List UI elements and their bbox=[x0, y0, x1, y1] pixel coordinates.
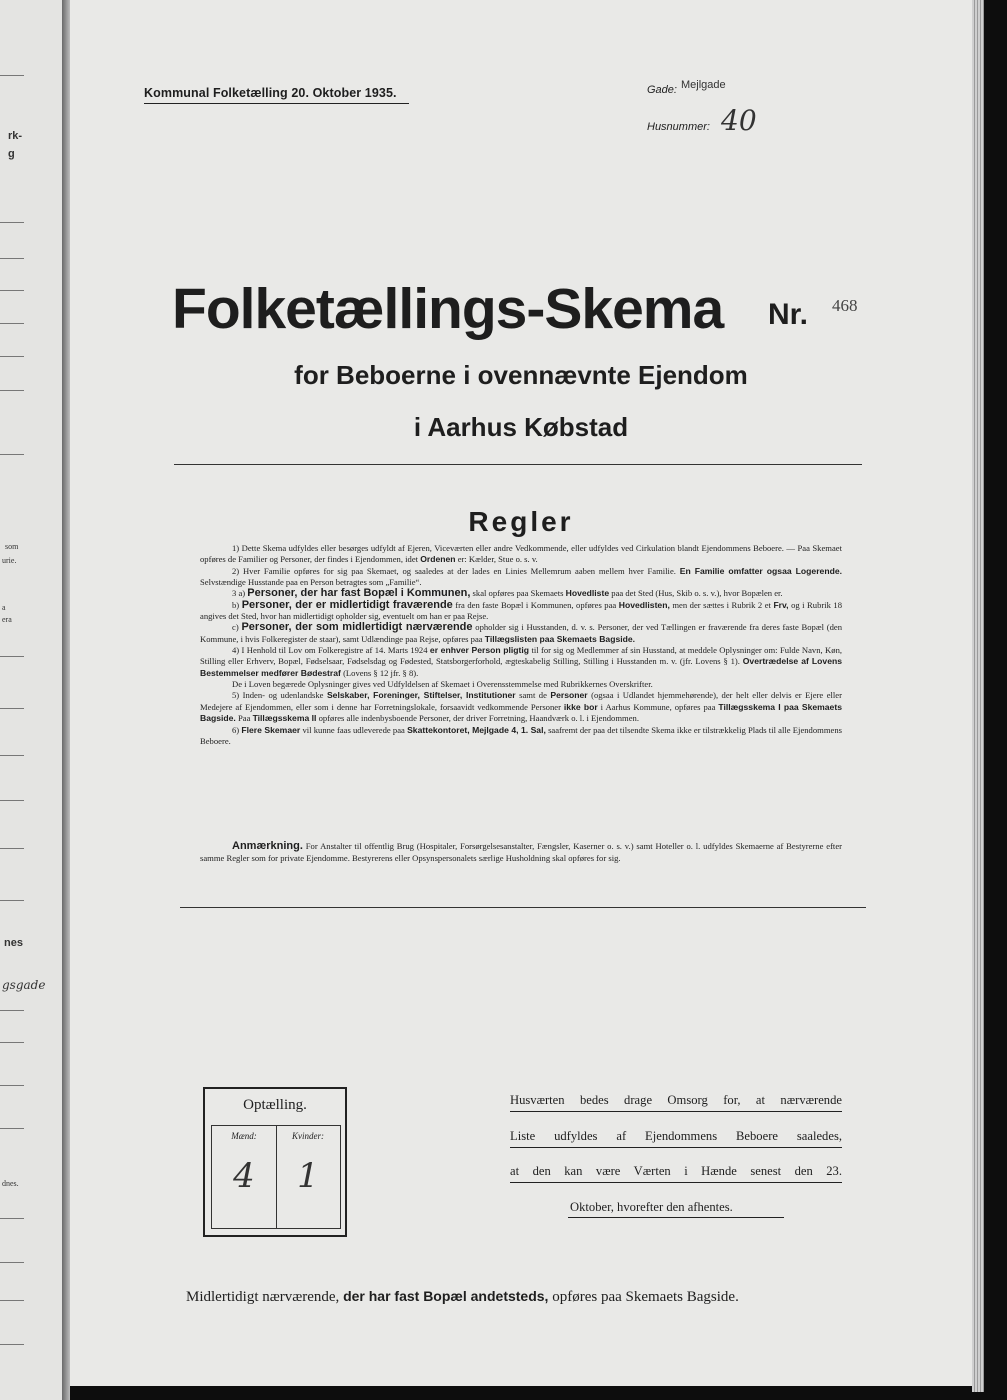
count-title: Optælling. bbox=[243, 1097, 307, 1113]
left-rule bbox=[0, 900, 24, 901]
rule-3a: 3 a) Personer, der har fast Bopæl i Kommunen, skal opføres paa Skemaets Hovedliste paa det Sted (Hus, Skib o. s. v.), hvor Bopælen er. bbox=[232, 587, 783, 600]
left-rule bbox=[0, 708, 24, 709]
left-rule bbox=[0, 1010, 24, 1011]
rule-6: 6) Flere Skemaer vil kunne faas udleverede paa Skattekontoret, Mejlgade 4, 1. Sal, saafremt der paa det tilsendte Skema ikke er tilstrækkelig Plads til alle Ejendommens Beboere. bbox=[200, 724, 842, 746]
rules-text bbox=[200, 543, 842, 747]
rule-2: 2) Hver Familie opføres for sig paa Skemaet, og saaledes at der lades en Linies Mellemrum aaben mellem hver Familie. En Familie omfatter ogsaa Logerende. Selvstændige Husstande paa en Person betragtes som „Familie“. bbox=[200, 565, 842, 588]
notice-underline bbox=[510, 1182, 842, 1183]
women-column bbox=[276, 1126, 340, 1228]
left-rule bbox=[0, 656, 24, 657]
street-value: Mejlgade bbox=[681, 79, 726, 91]
left-rule bbox=[0, 1042, 24, 1043]
left-rule bbox=[0, 1344, 24, 1345]
men-count: 4 bbox=[233, 1156, 255, 1196]
left-rule bbox=[0, 1262, 24, 1263]
footer-note: Midlertidigt nærværende, der har fast Bopæl andetsteds, opføres paa Skemaets Bagside. bbox=[186, 1288, 739, 1305]
men-label: Mænd: bbox=[231, 1131, 257, 1141]
men-column bbox=[212, 1126, 277, 1228]
left-rule bbox=[0, 290, 24, 291]
left-rule bbox=[0, 1300, 24, 1301]
women-label: Kvinder: bbox=[292, 1131, 324, 1141]
left-rule bbox=[0, 356, 24, 357]
rule-5: 5) Inden- og udenlandske Selskaber, Foreninger, Stiftelser, Institutioner samt de Personer (ogsaa i Udlandet hjemmehørende), der helt eller delvis er Ejere eller Medejere af Ejendommen, eller som i denne har Forretningslokale, forsaavidt vedkommende Personer ikke bor i Aarhus Kommune, opføres paa Tillægsskema I paa Skemaets Bagside. Paa Tillægsskema II opføres alle indenbysboende Personer, der driver Forretning, Haandværk o. l. i Ejendommen. bbox=[200, 690, 842, 724]
left-frag-text: g bbox=[8, 148, 15, 160]
women-count: 1 bbox=[297, 1156, 319, 1196]
left-frag-handwriting: gsgade bbox=[2, 978, 46, 992]
divider bbox=[180, 907, 866, 908]
rule-4: 4) I Henhold til Lov om Folkeregistre af 14. Marts 1924 er enhver Person pligtig til for sig og Medlemmer af sin Husstand, at meddele Oplysninger om: Fulde Navn, Køn, Stilling eller Erhverv, Bopæl, Fødselsaar, Fødselsdag og Fødested, Statsborgerforhold, ægteskabelig Stilling, Stilling i Husstanden m. v. (jfr. Lovens § 1). Overtrædelse af Lovens Bestemmelser medfører Bødestraf (Lovens § 12 jfr. § 8). bbox=[200, 645, 843, 678]
left-frag-text: rk- bbox=[8, 130, 23, 142]
census-header-underline bbox=[144, 103, 409, 104]
left-rule bbox=[0, 323, 24, 324]
street-label: Gade: bbox=[647, 84, 677, 96]
count-table bbox=[211, 1125, 341, 1229]
page-edge-stack bbox=[972, 0, 984, 1392]
notice-line: Husværten bedes drage Omsorg for, at nærværende bbox=[510, 1093, 842, 1107]
form-number-label: Nr. bbox=[768, 298, 809, 331]
note-label: Anmærkning. bbox=[232, 840, 303, 852]
census-header-title: Kommunal Folketælling 20. Oktober 1935. bbox=[144, 86, 397, 100]
notice-line: Liste udfyldes af Ejendommens Beboere saaledes, bbox=[510, 1129, 842, 1143]
annotation-note bbox=[200, 841, 842, 864]
house-number-label: Husnummer: bbox=[647, 121, 710, 133]
rule-4-extra: De i Loven begærede Oplysninger gives ved Udfyldelsen af Skemaet i Overensstemmelse med Rubrikkernes Overskrifter. bbox=[232, 679, 653, 690]
left-rule bbox=[0, 75, 24, 76]
form-subtitle: i Aarhus Købstad bbox=[413, 412, 629, 442]
left-frag-text: dnes. bbox=[2, 1179, 19, 1188]
form-number-value: 468 bbox=[832, 296, 858, 315]
left-frag-text: som bbox=[5, 542, 19, 551]
notice-underline bbox=[568, 1217, 784, 1218]
notice-underline bbox=[510, 1111, 842, 1112]
note-text: For Anstalter til offentlig Brug (Hospitaler, Forsørgelsesanstalter, Fængsler, Kaserner o. s. v.) samt Hoteller o. l. udfyldes Skemaerne af Bestyrerne efter samme Regler som for private Ejendomme. Bestyrerens eller Opsynspersonalets særlige Husholdning skal opføres for sig. bbox=[200, 841, 842, 863]
rule-3b: b) Personer, der er midlertidigt fraværende fra den faste Bopæl i Kommunen, opføres paa Hovedlisten, men der sættes i Rubrik 2 et Frv, og i Rubrik 18 angives det Sted, hvor han midlertidigt opholder sig, eventuelt om han er paa Rejse. bbox=[200, 598, 843, 622]
left-rule bbox=[0, 1128, 24, 1129]
count-box bbox=[203, 1087, 347, 1237]
rule-1: 1) Dette Skema udfyldes eller besørges udfyldt af Ejeren, Viceværten eller andre Vedkommende, eller udfyldes ved Cirkulation blandt Ejendommens Beboere. — Paa Skemaet opføres de Familier og Personer, der findes i Ejendommen, idet Ordenen er: Kælder, Stue o. s. v. bbox=[200, 543, 842, 565]
divider bbox=[174, 464, 862, 465]
left-page-fragment bbox=[0, 0, 64, 1400]
notice-line: at den kan være Værten i Hænde senest den 23. bbox=[510, 1164, 842, 1178]
notice-underline bbox=[510, 1147, 842, 1148]
rule-3c: c) Personer, der som midlertidigt nærværende opholder sig i Husstanden, d. v. s. Personer, der ved Tællingen er fraværende fra deres faste Bopæl (den Kommune, i hvis Folkeregister de staar), samt Udlændinge paa Rejse, opføres paa Tillægslisten paa Skemaets Bagside. bbox=[200, 621, 842, 644]
form-title: Folketællings-Skema bbox=[172, 277, 724, 341]
left-frag-text: a bbox=[2, 603, 6, 612]
form-subtitle: for Beboerne i ovennævnte Ejendom bbox=[294, 360, 748, 390]
left-frag-text: urie. bbox=[2, 556, 17, 565]
left-frag-text: nes bbox=[4, 937, 23, 949]
left-rule bbox=[0, 1085, 24, 1086]
left-rule bbox=[0, 222, 24, 223]
left-rule bbox=[0, 848, 24, 849]
book-spine bbox=[62, 0, 70, 1400]
house-number-value: 40 bbox=[721, 104, 757, 137]
left-rule bbox=[0, 454, 24, 455]
left-rule bbox=[0, 755, 24, 756]
notice-line: Oktober, hvorefter den afhentes. bbox=[570, 1200, 733, 1214]
rules-heading: Regler bbox=[468, 506, 574, 537]
left-rule bbox=[0, 800, 24, 801]
left-rule bbox=[0, 390, 24, 391]
left-frag-text: era bbox=[2, 615, 12, 624]
left-rule bbox=[0, 1218, 24, 1219]
left-rule bbox=[0, 258, 24, 259]
